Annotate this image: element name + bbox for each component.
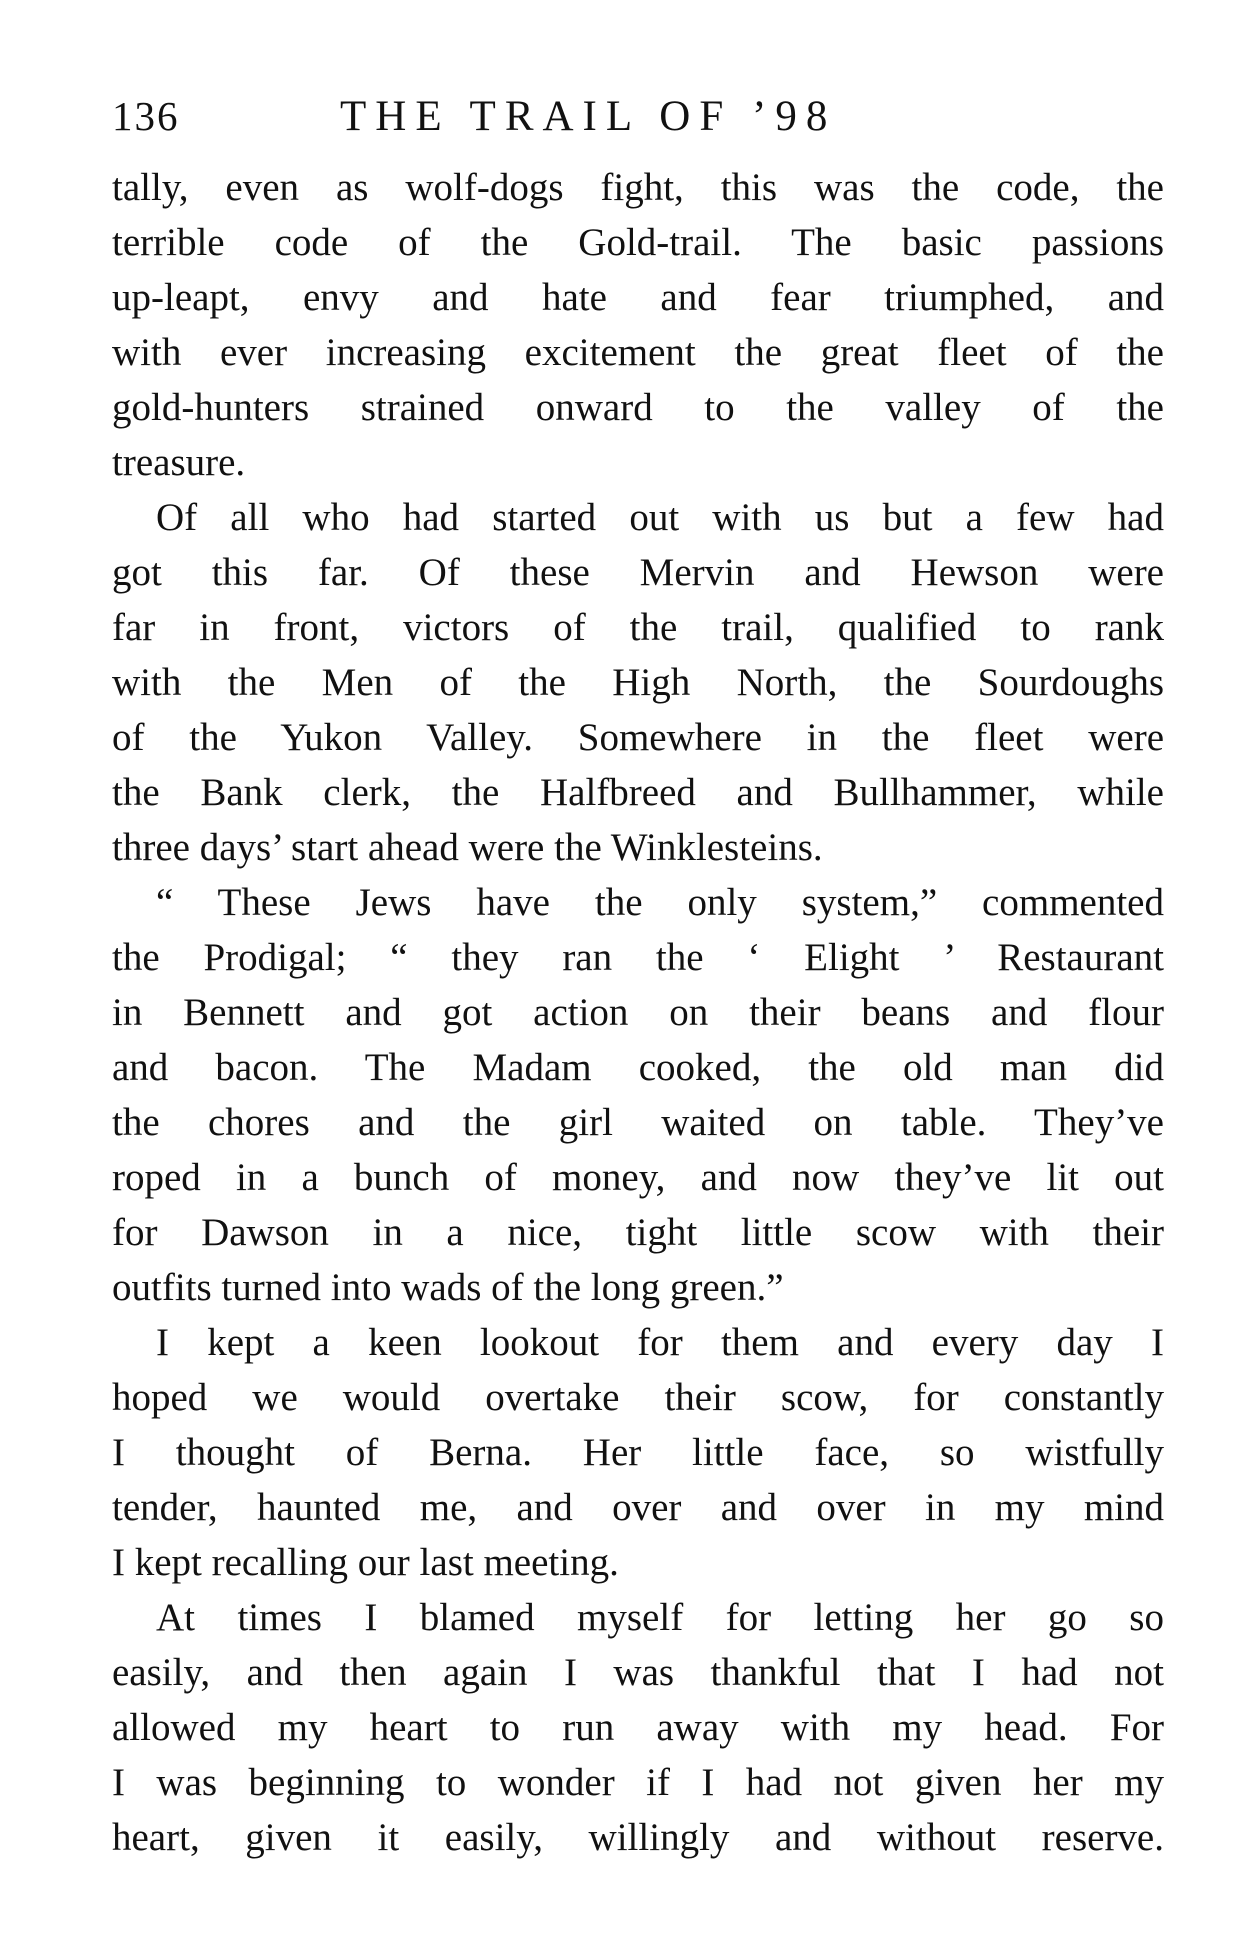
text-line: far in front, victors of the trail, qualified to rank [112,606,1164,649]
text-line: with the Men of the High North, the Sourdoughs [112,661,1164,704]
paragraph [112,490,1164,875]
text-line: hoped we would overtake their scow, for constantly [112,1376,1164,1419]
text-line: the Prodigal; “ they ran the ‘ Elight ’ Restaurant [112,936,1164,979]
page-number: 136 [112,93,180,139]
body-text [112,160,1164,1865]
text-line: outfits turned into wads of the long green.” [112,1266,784,1309]
text-line: At times I blamed myself for letting her go so [156,1596,1164,1639]
text-line: of the Yukon Valley. Somewhere in the fleet were [112,716,1164,759]
paragraph [112,1315,1164,1590]
paragraph [112,875,1164,1315]
text-line: tally, even as wolf-dogs fight, this was the code, the [112,166,1164,209]
paragraph [112,160,1164,490]
text-line: in Bennett and got action on their beans and flour [112,991,1164,1034]
text-line: and bacon. The Madam cooked, the old man did [112,1046,1164,1089]
text-line: got this far. Of these Mervin and Hewson were [112,551,1164,594]
text-line: three days’ start ahead were the Winklesteins. [112,826,823,869]
text-line: Of all who had started out with us but a few had [156,496,1164,539]
text-line: roped in a bunch of money, and now they’ve lit out [112,1156,1164,1199]
text-line: up-leapt, envy and hate and fear triumphed, and [112,276,1164,319]
text-line: I thought of Berna. Her little face, so wistfully [112,1431,1164,1474]
text-line: treasure. [112,441,246,484]
paragraph [112,1590,1164,1865]
text-line: gold-hunters strained onward to the valley of the [112,386,1164,429]
text-line: I kept a keen lookout for them and every day I [156,1321,1164,1364]
running-title: THE TRAIL OF ’98 [340,93,837,140]
text-line: allowed my heart to run away with my head. For [112,1706,1164,1749]
text-line: “ These Jews have the only system,” commented [156,881,1164,924]
text-line: terrible code of the Gold-trail. The basic passions [112,221,1164,264]
text-line: the Bank clerk, the Halfbreed and Bullhammer, while [112,771,1164,814]
text-line: the chores and the girl waited on table. They’ve [112,1101,1164,1144]
text-line: I was beginning to wonder if I had not given her my [112,1761,1164,1804]
text-line: I kept recalling our last meeting. [112,1541,619,1584]
text-line: for Dawson in a nice, tight little scow with their [112,1211,1164,1254]
text-line: with ever increasing excitement the great fleet of the [112,331,1164,374]
text-line: tender, haunted me, and over and over in my mind [112,1486,1164,1529]
page-header [112,92,1152,152]
text-line: easily, and then again I was thankful that I had not [112,1651,1164,1694]
text-line: heart, given it easily, willingly and without reserve. [112,1816,1164,1859]
